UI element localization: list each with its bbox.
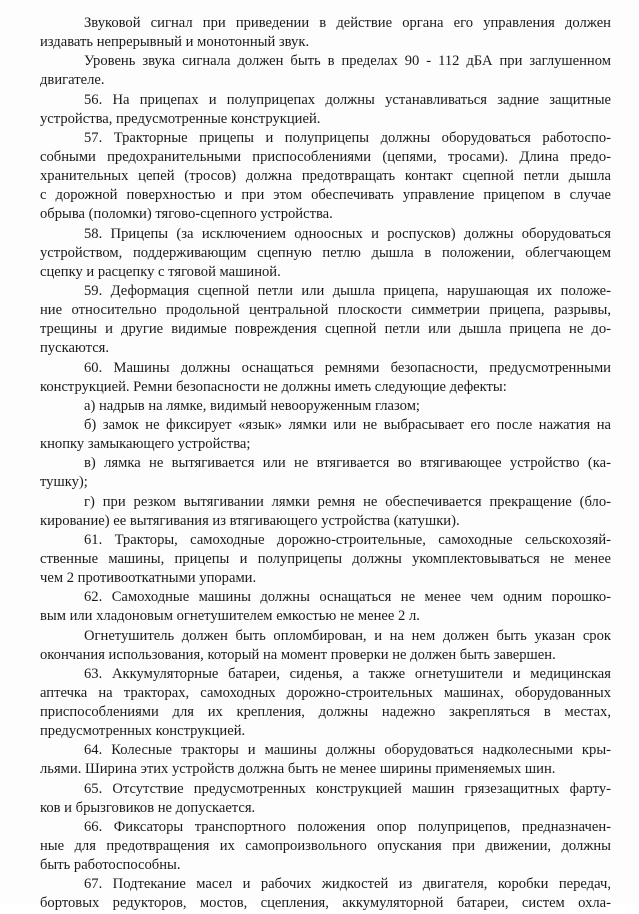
text-line: ние относительно продольной центральной плоскости симметрии прицепа, разрывы, bbox=[40, 302, 611, 319]
text-line: сцепку и расцепку с тяговой машиной. bbox=[40, 263, 281, 280]
text-line: кирование) ее вытягивания из втягивающего устройства (катушки). bbox=[40, 512, 460, 529]
text-line: хранительных цепей (тросов) должна предотвращать контакт сцепной петли дышла bbox=[40, 168, 611, 185]
text-line: 65. Отсутствие предусмотренных конструкцией машин грязезащитных фарту- bbox=[84, 780, 611, 797]
text-line: быть работоспособны. bbox=[40, 857, 181, 874]
text-line: устройством, поддерживающим сцепную петлю дышла в положении, облегчающем bbox=[40, 244, 611, 261]
text-line: собными предохранительными приспособлениями (цепями, тросами). Длина предо- bbox=[40, 148, 611, 165]
text-line: 60. Машины должны оснащаться ремнями безопасности, предусмотренными bbox=[84, 359, 611, 376]
text-line: трещины и другие видимые повреждения сцепной петли или дышла прицепа не до- bbox=[40, 321, 611, 338]
text-line: 66. Фиксаторы транспортного положения опор полуприцепов, предназначен- bbox=[84, 818, 611, 835]
text-line: с дорожной поверхностью и при этом обеспечивать управление прицепом в случае bbox=[40, 187, 611, 204]
text-line: Огнетушитель должен быть опломбирован, и на нем должен быть указан срок bbox=[84, 627, 611, 644]
text-line: кнопку замыкающего устройства; bbox=[40, 436, 251, 453]
text-line: тушку); bbox=[40, 474, 88, 491]
text-line: 57. Тракторные прицепы и полуприцепы должны оборудоваться работоспо- bbox=[84, 129, 611, 146]
text-line: ков и брызговиков не допускается. bbox=[40, 799, 256, 816]
text-line: Уровень звука сигнала должен быть в пределах 90 - 112 дБА при заглушенном bbox=[84, 53, 611, 70]
text-line: 67. Подтекание масел и рабочих жидкостей из двигателя, коробки передач, bbox=[84, 876, 611, 893]
text-line: б) замок не фиксирует «язык» лямки или не выбрасывает его после нажатия на bbox=[84, 416, 611, 433]
text-line: 58. Прицепы (за исключением одноосных и роспусков) должны оборудоваться bbox=[84, 225, 611, 242]
document-body bbox=[40, 14, 611, 914]
text-line: ные для предотвращения их самопроизвольного опускания при движении, должны bbox=[40, 838, 611, 855]
text-line: 62. Самоходные машины должны оснащаться не менее чем одним порошко- bbox=[84, 589, 611, 606]
text-line: устройства, предусмотренные конструкцией. bbox=[40, 110, 321, 127]
text-line: чем 2 противооткатными упорами. bbox=[40, 570, 257, 587]
text-line: 56. На прицепах и полуприцепах должны устанавливаться задние защитные bbox=[84, 91, 611, 108]
text-line: а) надрыв на лямке, видимый невооруженным глазом; bbox=[84, 397, 420, 414]
text-line: г) при резком вытягивании лямки ремня не обеспечивается прекращение (бло- bbox=[84, 493, 611, 510]
text-line: обрыва (поломки) тягово-сцепного устройства. bbox=[40, 206, 333, 223]
text-line: ственные машины, прицепы и полуприцепы должны укомплектовываться не менее bbox=[40, 550, 611, 567]
text-line: 59. Деформация сцепной петли или дышла прицепа, нарушающая их положе- bbox=[84, 282, 611, 299]
text-line: в) лямка не вытягивается или не втягивается во втягивающее устройство (ка- bbox=[84, 455, 611, 472]
text-line: предусмотренных конструкцией. bbox=[40, 723, 246, 740]
text-line: окончания использования, который на момент проверки не должен быть завершен. bbox=[40, 646, 556, 663]
text-line: 63. Аккумуляторные батареи, сиденья, а также огнетушители и медицинская bbox=[84, 665, 611, 682]
text-line: вым или хладоновым огнетушителем емкостью не менее 2 л. bbox=[40, 608, 420, 625]
text-line: аптечка на тракторах, самоходных дорожно-строительных машинах, оборудованных bbox=[40, 684, 611, 701]
text-line: 61. Тракторы, самоходные дорожно-строительные, самоходные сельскохозяй- bbox=[84, 531, 611, 548]
text-line: 64. Колесные тракторы и машины должны оборудоваться надколесными кры- bbox=[84, 742, 611, 759]
text-line: льями. Ширина этих устройств должна быть не менее ширины применяемых шин. bbox=[40, 761, 556, 778]
text-line: Звуковой сигнал при приведении в действие органа его управления должен bbox=[84, 15, 611, 31]
text-line: бортовых редукторов, мостов, сцепления, аккумуляторной батареи, систем охла- bbox=[40, 895, 611, 912]
text-line: издавать непрерывный и монотонный звук. bbox=[40, 34, 310, 51]
text-line: пускаются. bbox=[40, 340, 110, 357]
text-line: конструкцией. Ремни безопасности не должны иметь следующие дефекты: bbox=[40, 378, 507, 395]
text-line: двигателе. bbox=[40, 72, 105, 89]
text-line: приспособлениями для их крепления, должны надежно закрепляться в местах, bbox=[40, 704, 611, 721]
